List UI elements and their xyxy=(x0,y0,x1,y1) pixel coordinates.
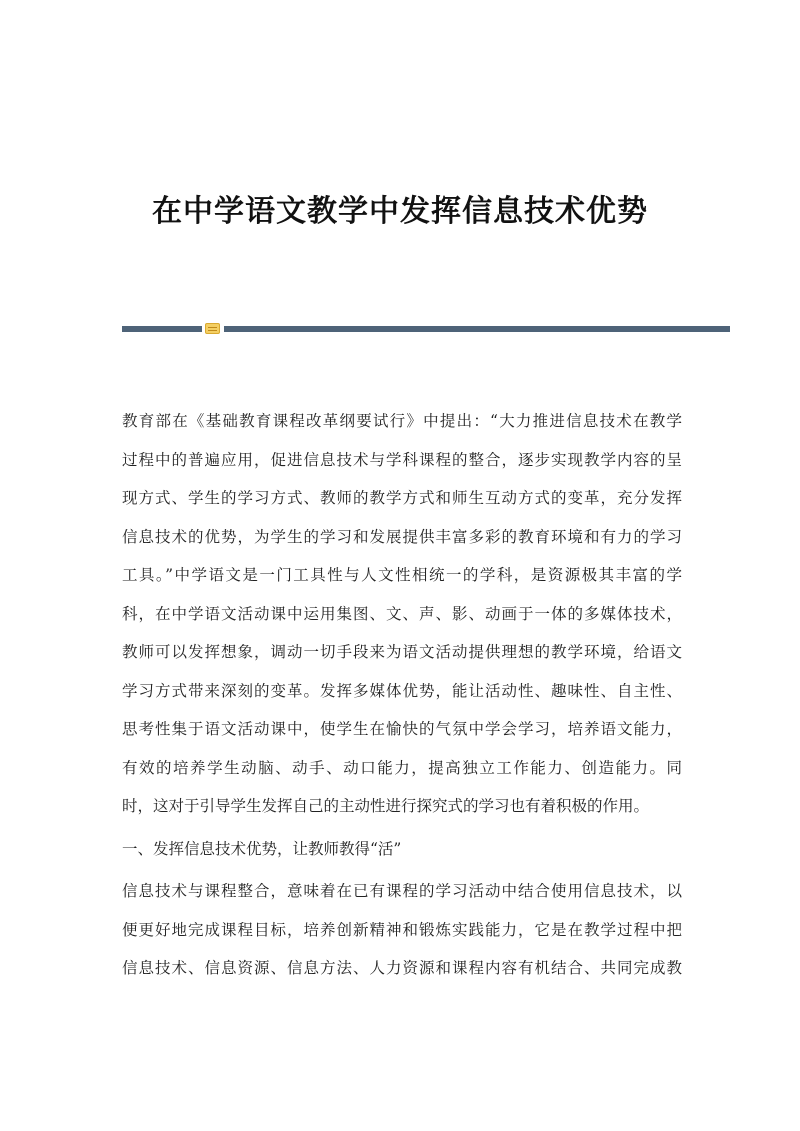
paragraph-intro xyxy=(122,402,682,826)
text-line: 有效的培养学生动脑、动手、动口能力，提高独立工作能力、创造能力。同 xyxy=(122,758,682,777)
text-line: 信息技术的优势，为学生的学习和发展提供丰富多彩的教育环境和有力的学习 xyxy=(122,527,682,546)
title-divider-right xyxy=(224,326,730,332)
text-line: 教育部在《基础教育课程改革纲要试行》中提出：“大力推进信息技术在教学 xyxy=(122,412,682,430)
document-body xyxy=(122,402,682,988)
text-line: 过程中的普遍应用，促进信息技术与学科课程的整合，逐步实现教学内容的呈 xyxy=(122,450,682,469)
text-line: 工具。”中学语文是一门工具性与人文性相统一的学科，是资源极其丰富的学 xyxy=(122,566,682,584)
text-line: 教师可以发挥想象，调动一切手段来为语文活动提供理想的教学环境，给语文 xyxy=(122,643,682,661)
folder-icon xyxy=(205,323,220,334)
text-line: 科，在中学语文活动课中运用集图、文、声、影、动画于一体的多媒体技术， xyxy=(122,604,682,623)
text-line: 思考性集于语文活动课中，使学生在愉快的气氛中学会学习，培养语文能力， xyxy=(122,720,682,738)
document-title: 在中学语文教学中发挥信息技术优势 xyxy=(152,194,648,229)
text-line: 现方式、学生的学习方式、教师的教学方式和师生互动方式的变革，充分发挥 xyxy=(122,489,682,507)
text-line: 便更好地完成课程目标，培养创新精神和锻炼实践能力，它是在教学过程中把 xyxy=(122,920,682,939)
text-line: 时，这对于引导学生发挥自己的主动性进行探究式的学习也有着积极的作用。 xyxy=(122,797,650,815)
text-line: 学习方式带来深刻的变革。发挥多媒体优势，能让活动性、趣味性、自主性、 xyxy=(122,681,682,700)
paragraph-section1 xyxy=(122,872,682,988)
section-heading: 一、发挥信息技术优势，让教师教得“活” xyxy=(122,839,402,858)
text-line: 信息技术与课程整合，意味着在已有课程的学习活动中结合使用信息技术，以 xyxy=(122,882,682,900)
title-divider-left xyxy=(122,326,202,332)
text-line: 信息技术、信息资源、信息方法、人力资源和课程内容有机结合、共同完成教 xyxy=(122,959,682,977)
